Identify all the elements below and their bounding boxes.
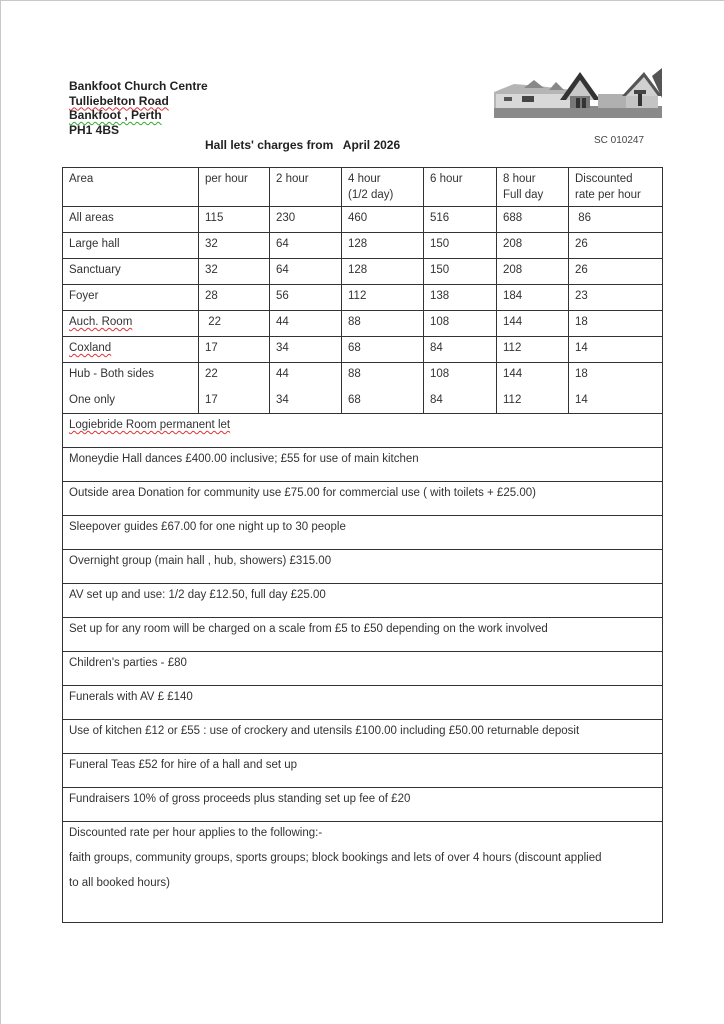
rate-cell: 112 [497,337,569,363]
rate-cell: 32 [199,259,270,285]
table-row [63,259,663,285]
header-4-hour: 4 hour (1/2 day) [342,168,424,207]
note-row [63,482,663,516]
discount-note-line: faith groups, community groups, sports groups; block bookings and lets of over 4 hours (discount applied [69,852,602,864]
table-row [63,311,663,337]
rate-cell: 88 68 [342,363,424,414]
address-town: Bankfoot , Perth [69,108,162,122]
rate-cell: 112 [342,285,424,311]
rate-cell: 22 [199,311,270,337]
rate-cell: 22 17 [199,363,270,414]
rate-cell: 26 [569,233,663,259]
note-text: Sleepover guides £67.00 for one night up to 30 people [63,516,663,550]
note-text: Funerals with AV £ £140 [63,686,663,720]
area-name: Large hall [63,233,199,259]
rate-cell: 26 [569,259,663,285]
address-line-town [69,108,208,123]
rate-cell: 460 [342,207,424,233]
discount-note-line: Discounted rate per hour applies to the following:- [69,827,323,839]
rate-cell: 516 [424,207,497,233]
rate-cell: 44 [270,311,342,337]
table-row [63,233,663,259]
note-text: Set up for any room will be charged on a scale from £5 to £50 depending on the work involved [63,618,663,652]
note-text: Fundraisers 10% of gross proceeds plus standing set up fee of £20 [63,788,663,822]
area-name: Coxland [63,337,199,363]
note-row [63,448,663,482]
address-block [69,79,208,137]
note-text: Overnight group (main hall , hub, showers) £315.00 [63,550,663,584]
rate-cell: 230 [270,207,342,233]
rate-cell: 56 [270,285,342,311]
note-row [63,516,663,550]
rate-cell: 150 [424,259,497,285]
rate-cell: 28 [199,285,270,311]
note-text: Use of kitchen £12 or £55 : use of crockery and utensils £100.00 including £50.00 returnable deposit [63,720,663,754]
note-text: Moneydie Hall dances £400.00 inclusive; £55 for use of main kitchen [63,448,663,482]
rate-cell: 184 [497,285,569,311]
rate-cell: 64 [270,233,342,259]
rate-cell: 144 [497,311,569,337]
rate-cell: 23 [569,285,663,311]
rate-cell: 84 [424,337,497,363]
rate-cell: 88 [342,311,424,337]
hall-charges-table [62,167,663,923]
header-per-hour: per hour [199,168,270,207]
rate-cell: 150 [424,233,497,259]
rate-cell: 44 34 [270,363,342,414]
rate-cell: 18 [569,311,663,337]
address-road: Tulliebelton Road [69,93,169,108]
charity-number: SC 010247 [594,135,645,146]
address-line-road [69,94,208,109]
note-text: Outside area Donation for community use £75.00 for commercial use ( with toilets + £25.00) [63,482,663,516]
rate-cell: 115 [199,207,270,233]
church-building-photo [494,68,662,118]
note-text: Funeral Teas £52 for hire of a hall and set up [63,754,663,788]
note-row [63,788,663,822]
rate-cell: 64 [270,259,342,285]
table-row [63,207,663,233]
note-row [63,652,663,686]
rate-cell: 208 [497,259,569,285]
discount-note-line: to all booked hours) [69,877,171,889]
rate-cell: 108 84 [424,363,497,414]
rate-cell: 144 112 [497,363,569,414]
rate-cell: 34 [270,337,342,363]
table-header-row [63,168,663,207]
note-text: Logiebride Room permanent let [63,414,663,448]
rate-cell: 86 [569,207,663,233]
rate-cell: 14 [569,337,663,363]
rate-cell: 128 [342,259,424,285]
note-row [63,754,663,788]
address-line-name: Bankfoot Church Centre [69,79,208,93]
table-row [63,285,663,311]
rate-cell: 68 [342,337,424,363]
note-row [63,550,663,584]
rate-cell: 208 [497,233,569,259]
area-name: Foyer [63,285,199,311]
rate-cell: 18 14 [569,363,663,414]
note-row [63,414,663,448]
header-8-hour: 8 hour Full day [497,168,569,207]
header-6-hour: 6 hour [424,168,497,207]
discount-note-row [63,822,663,923]
header-discounted: Discounted rate per hour [569,168,663,207]
rate-cell: 17 [199,337,270,363]
area-name: Auch. Room [63,311,199,337]
note-row [63,618,663,652]
table-row [63,337,663,363]
rate-cell: 128 [342,233,424,259]
note-row [63,720,663,754]
rate-cell: 138 [424,285,497,311]
rate-cell: 688 [497,207,569,233]
area-name: Hub - Both sides One only [63,363,199,414]
area-name: All areas [63,207,199,233]
document-title: Hall lets' charges from April 2026 [205,138,401,152]
area-name: Sanctuary [63,259,199,285]
header-2-hour: 2 hour [270,168,342,207]
rate-cell: 32 [199,233,270,259]
header-area: Area [63,168,199,207]
note-text: AV set up and use: 1/2 day £12.50, full day £25.00 [63,584,663,618]
rate-cell: 108 [424,311,497,337]
address-line-postcode: PH1 4BS [69,122,120,137]
note-row [63,584,663,618]
note-row [63,686,663,720]
note-text: Children's parties - £80 [63,652,663,686]
discount-note [63,822,663,923]
table-row-hub [63,363,663,414]
